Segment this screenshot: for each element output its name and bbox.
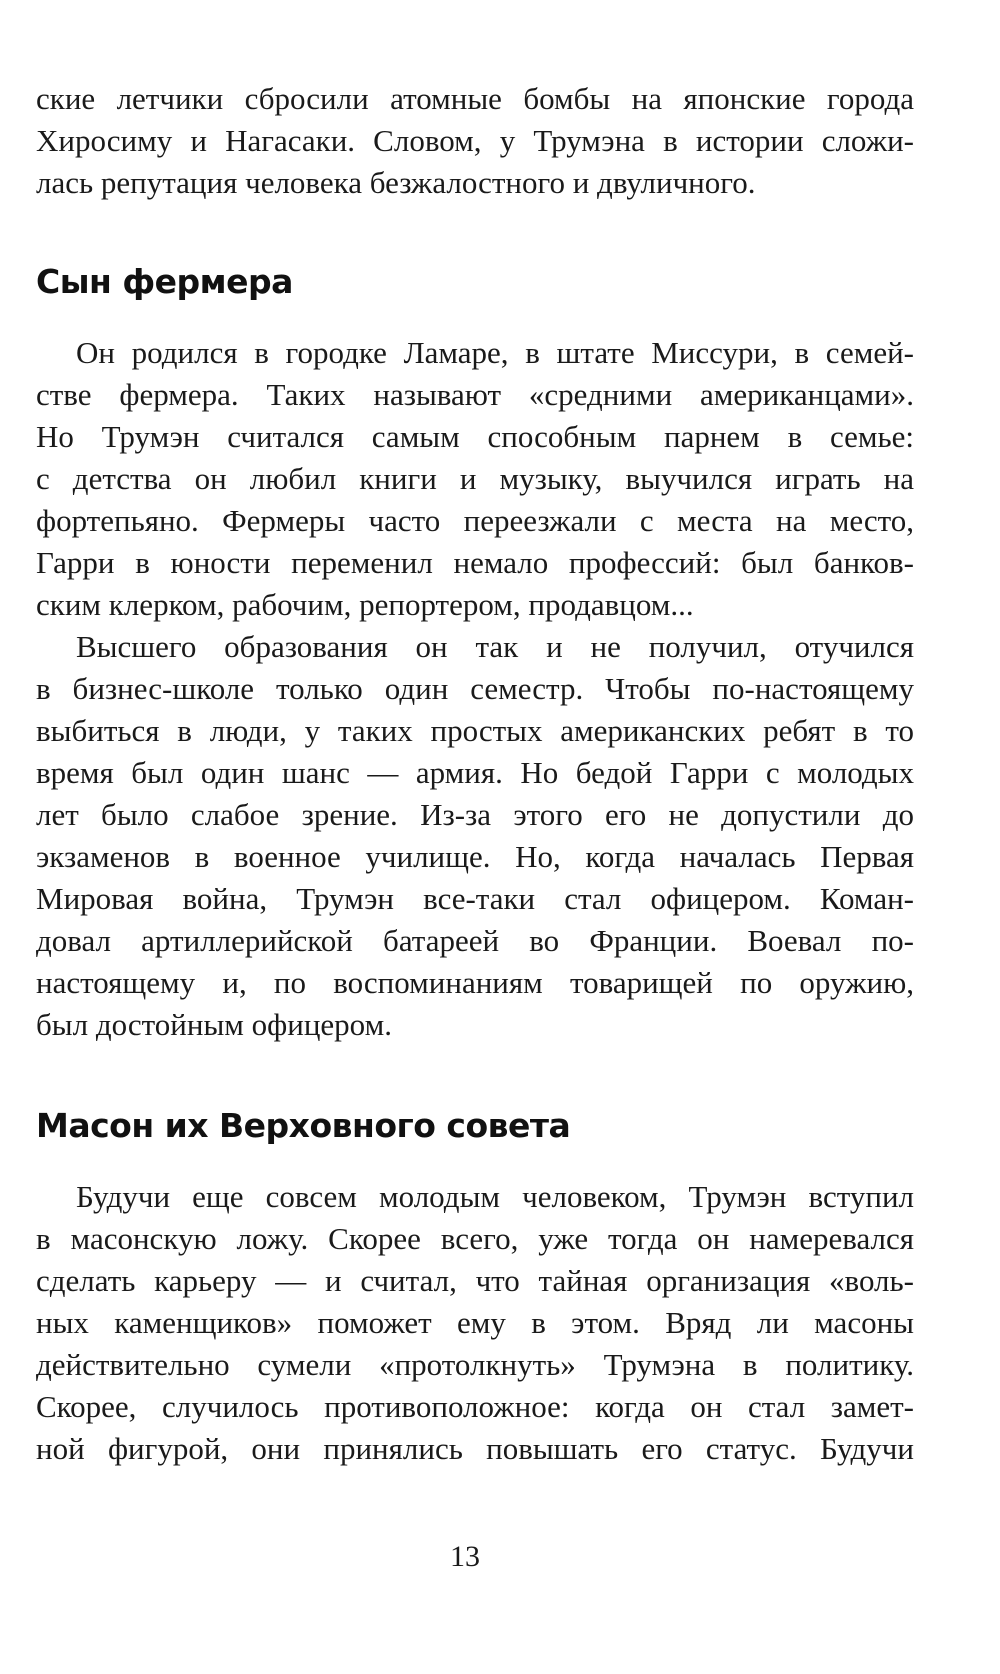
book-page bbox=[36, 78, 914, 1470]
text-line: сделать карьеру — и считал, что тайная организация «воль- bbox=[36, 1263, 914, 1298]
text-line: время был один шанс — армия. Но бедой Гарри с молодых bbox=[36, 755, 914, 790]
text-line: ские летчики сбросили атомные бомбы на японские города bbox=[36, 81, 914, 116]
text-line: действительно сумели «протолкнуть» Трумэна в политику. bbox=[36, 1347, 914, 1382]
text-line: стве фермера. Таких называют «средними американцами». bbox=[36, 377, 914, 412]
text-line: настоящему и, по воспоминаниям товарищей по оружию, bbox=[36, 965, 914, 1000]
text-line: ским клерком, рабочим, репортером, продавцом... bbox=[36, 587, 694, 622]
section-heading-farmer-son: Сын фермера bbox=[36, 262, 293, 301]
text-line: Но Трумэн считался самым способным парнем в семье: bbox=[36, 419, 914, 454]
page-number: 13 bbox=[450, 1540, 480, 1573]
text-line: Мировая война, Трумэн все-таки стал офицером. Коман- bbox=[36, 881, 914, 916]
text-line: лась репутация человека безжалостного и двуличного. bbox=[36, 165, 756, 200]
text-line: Высшего образования он так и не получил, отучился bbox=[76, 629, 914, 664]
section2-paragraph1 bbox=[36, 1176, 914, 1470]
text-line: Он родился в городке Ламаре, в штате Миссури, в семей- bbox=[76, 335, 914, 370]
section1-paragraph1 bbox=[36, 332, 914, 626]
text-line: экзаменов в военное училище. Но, когда началась Первая bbox=[36, 839, 914, 874]
text-line: с детства он любил книги и музыку, выучился играть на bbox=[36, 461, 914, 496]
text-line: был достойным офицером. bbox=[36, 1007, 392, 1042]
intro-paragraph bbox=[36, 78, 914, 204]
text-line: в бизнес-школе только один семестр. Чтобы по-настоящему bbox=[36, 671, 914, 706]
text-line: Будучи еще совсем молодым человеком, Трумэн вступил bbox=[76, 1179, 914, 1214]
text-line: Скорее, случилось противоположное: когда он стал замет- bbox=[36, 1389, 914, 1424]
text-line: ной фигурой, они принялись повышать его статус. Будучи bbox=[36, 1431, 914, 1466]
text-line: фортепьяно. Фермеры часто переезжали с места на место, bbox=[36, 503, 914, 538]
text-line: выбиться в люди, у таких простых американских ребят в то bbox=[36, 713, 914, 748]
text-line: Хиросиму и Нагасаки. Словом, у Трумэна в истории сложи- bbox=[36, 123, 914, 158]
text-line: довал артиллерийской батареей во Франции. Воевал по- bbox=[36, 923, 914, 958]
section1-paragraph2 bbox=[36, 626, 914, 1046]
text-line: ных каменщиков» поможет ему в этом. Вряд ли масоны bbox=[36, 1305, 914, 1340]
text-line: в масонскую ложу. Скорее всего, уже тогда он намеревался bbox=[36, 1221, 914, 1256]
text-line: лет было слабое зрение. Из-за этого его не допустили до bbox=[36, 797, 914, 832]
text-line: Гарри в юности переменил немало профессий: был банков- bbox=[36, 545, 914, 580]
section-heading-mason: Масон их Верховного совета bbox=[36, 1106, 571, 1145]
